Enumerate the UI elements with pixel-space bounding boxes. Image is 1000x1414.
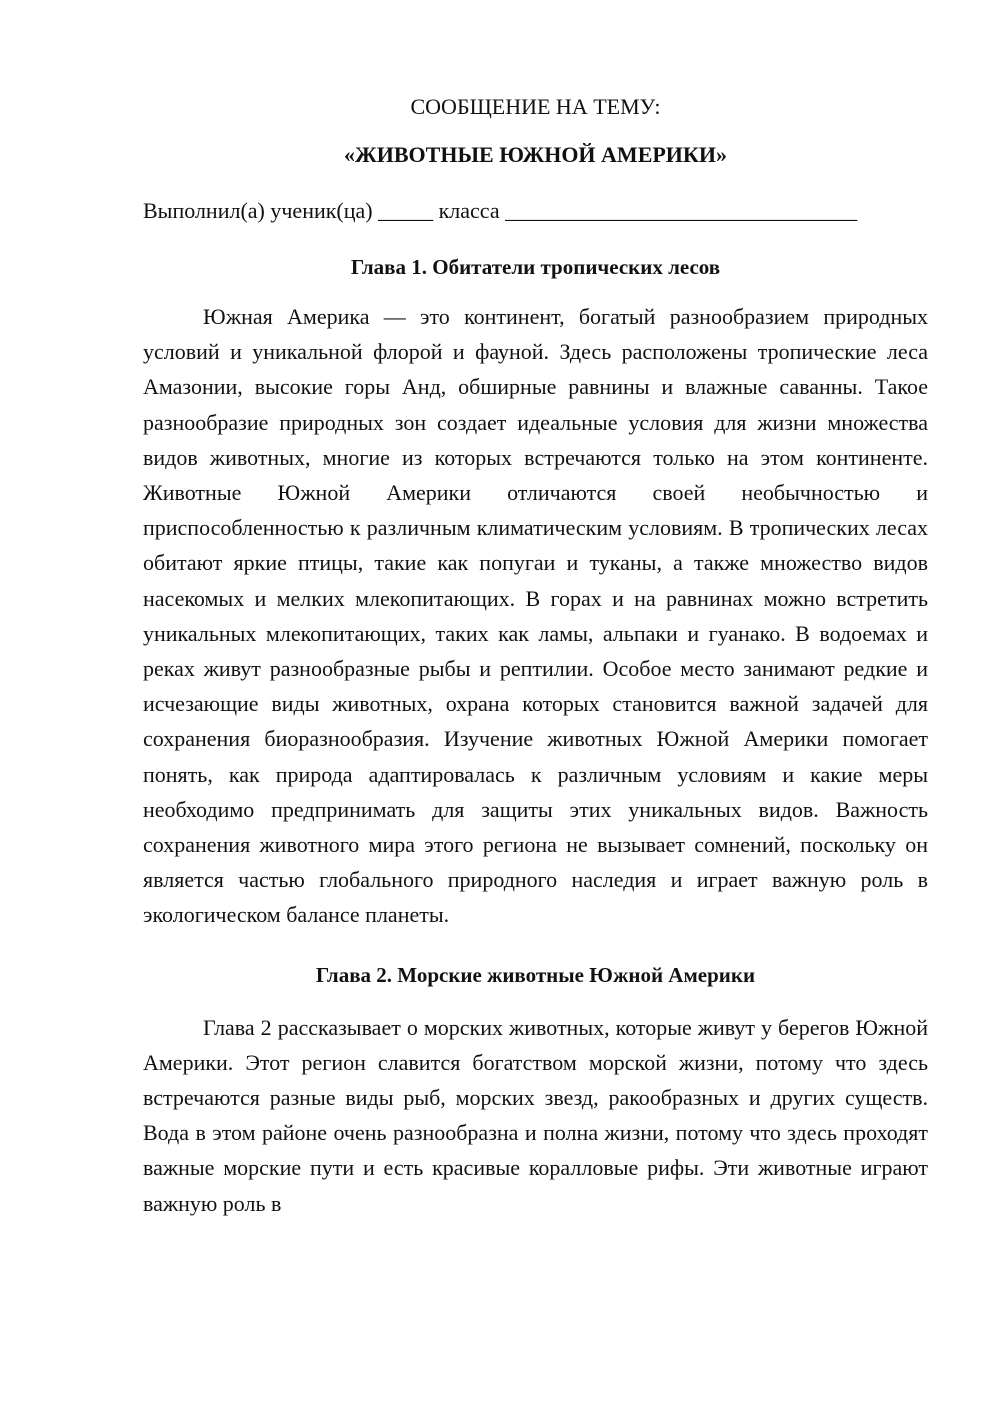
chapter-2-paragraph: Глава 2 рассказывает о морских животных, которые живут у берегов Южной Америки. Этот регион славится богатством морской жизни, потому что здесь встречаются разные виды рыб, морских звезд, ракообразных и других существ. Вода в этом районе очень разнообразна и полна жизни, потому что здесь проходят важные морские пути и есть красивые коралловые рифы. Эти животные играют важную роль в [143, 1014, 928, 1216]
author-line: Выполнил(а) ученик(ца) _____ класса ________________________________ [143, 198, 858, 223]
chapter-2-title: Глава 2. Морские животные Южной Америки [315, 962, 756, 987]
chapter-1-paragraph: Южная Америка — это континент, богатый разнообразием природных условий и уникальной флорой и фауной. Здесь расположены тропические леса Амазонии, высокие горы Анд, обширные равнины и влажные саванны. Такое разнообразие природных зон создает идеальные условия для жизни множества видов животных, многие из которых встречаются только на этом континенте. Животные Южной Америки отличаются своей необычностью и приспособленностью к различным климатическим условиям. В тропических лесах обитают яркие птицы, такие как попугаи и туканы, а также множество видов насекомых и мелких млекопитающих. В горах и на равнинах можно встретить уникальных млекопитающих, таких как ламы, альпаки и гуанако. В водоемах и реках живут разнообразные рыбы и рептилии. Особое место занимают редкие и исчезающие виды животных, охрана которых становится важной задачей для сохранения биоразнообразия. Изучение животных Южной Америки помогает понять, как природа адаптировалась к различным условиям и какие меры необходимо предпринимать для защиты этих уникальных видов. Важность сохранения животного мира этого региона не вызывает сомнений, поскольку он является частью глобального природного наследия и играет важную роль в экологическом балансе планеты. [143, 304, 928, 928]
chapter-1-title: Глава 1. Обитатели тропических лесов [350, 255, 721, 279]
document-page [143, 92, 928, 1221]
document-title-line-2: «ЖИВОТНЫЕ ЮЖНОЙ АМЕРИКИ» [344, 142, 727, 167]
chapter-2 [143, 960, 928, 1221]
chapter-1 [143, 252, 928, 933]
document-title-line-1: СООБЩЕНИЕ НА ТЕМУ: [410, 94, 661, 119]
